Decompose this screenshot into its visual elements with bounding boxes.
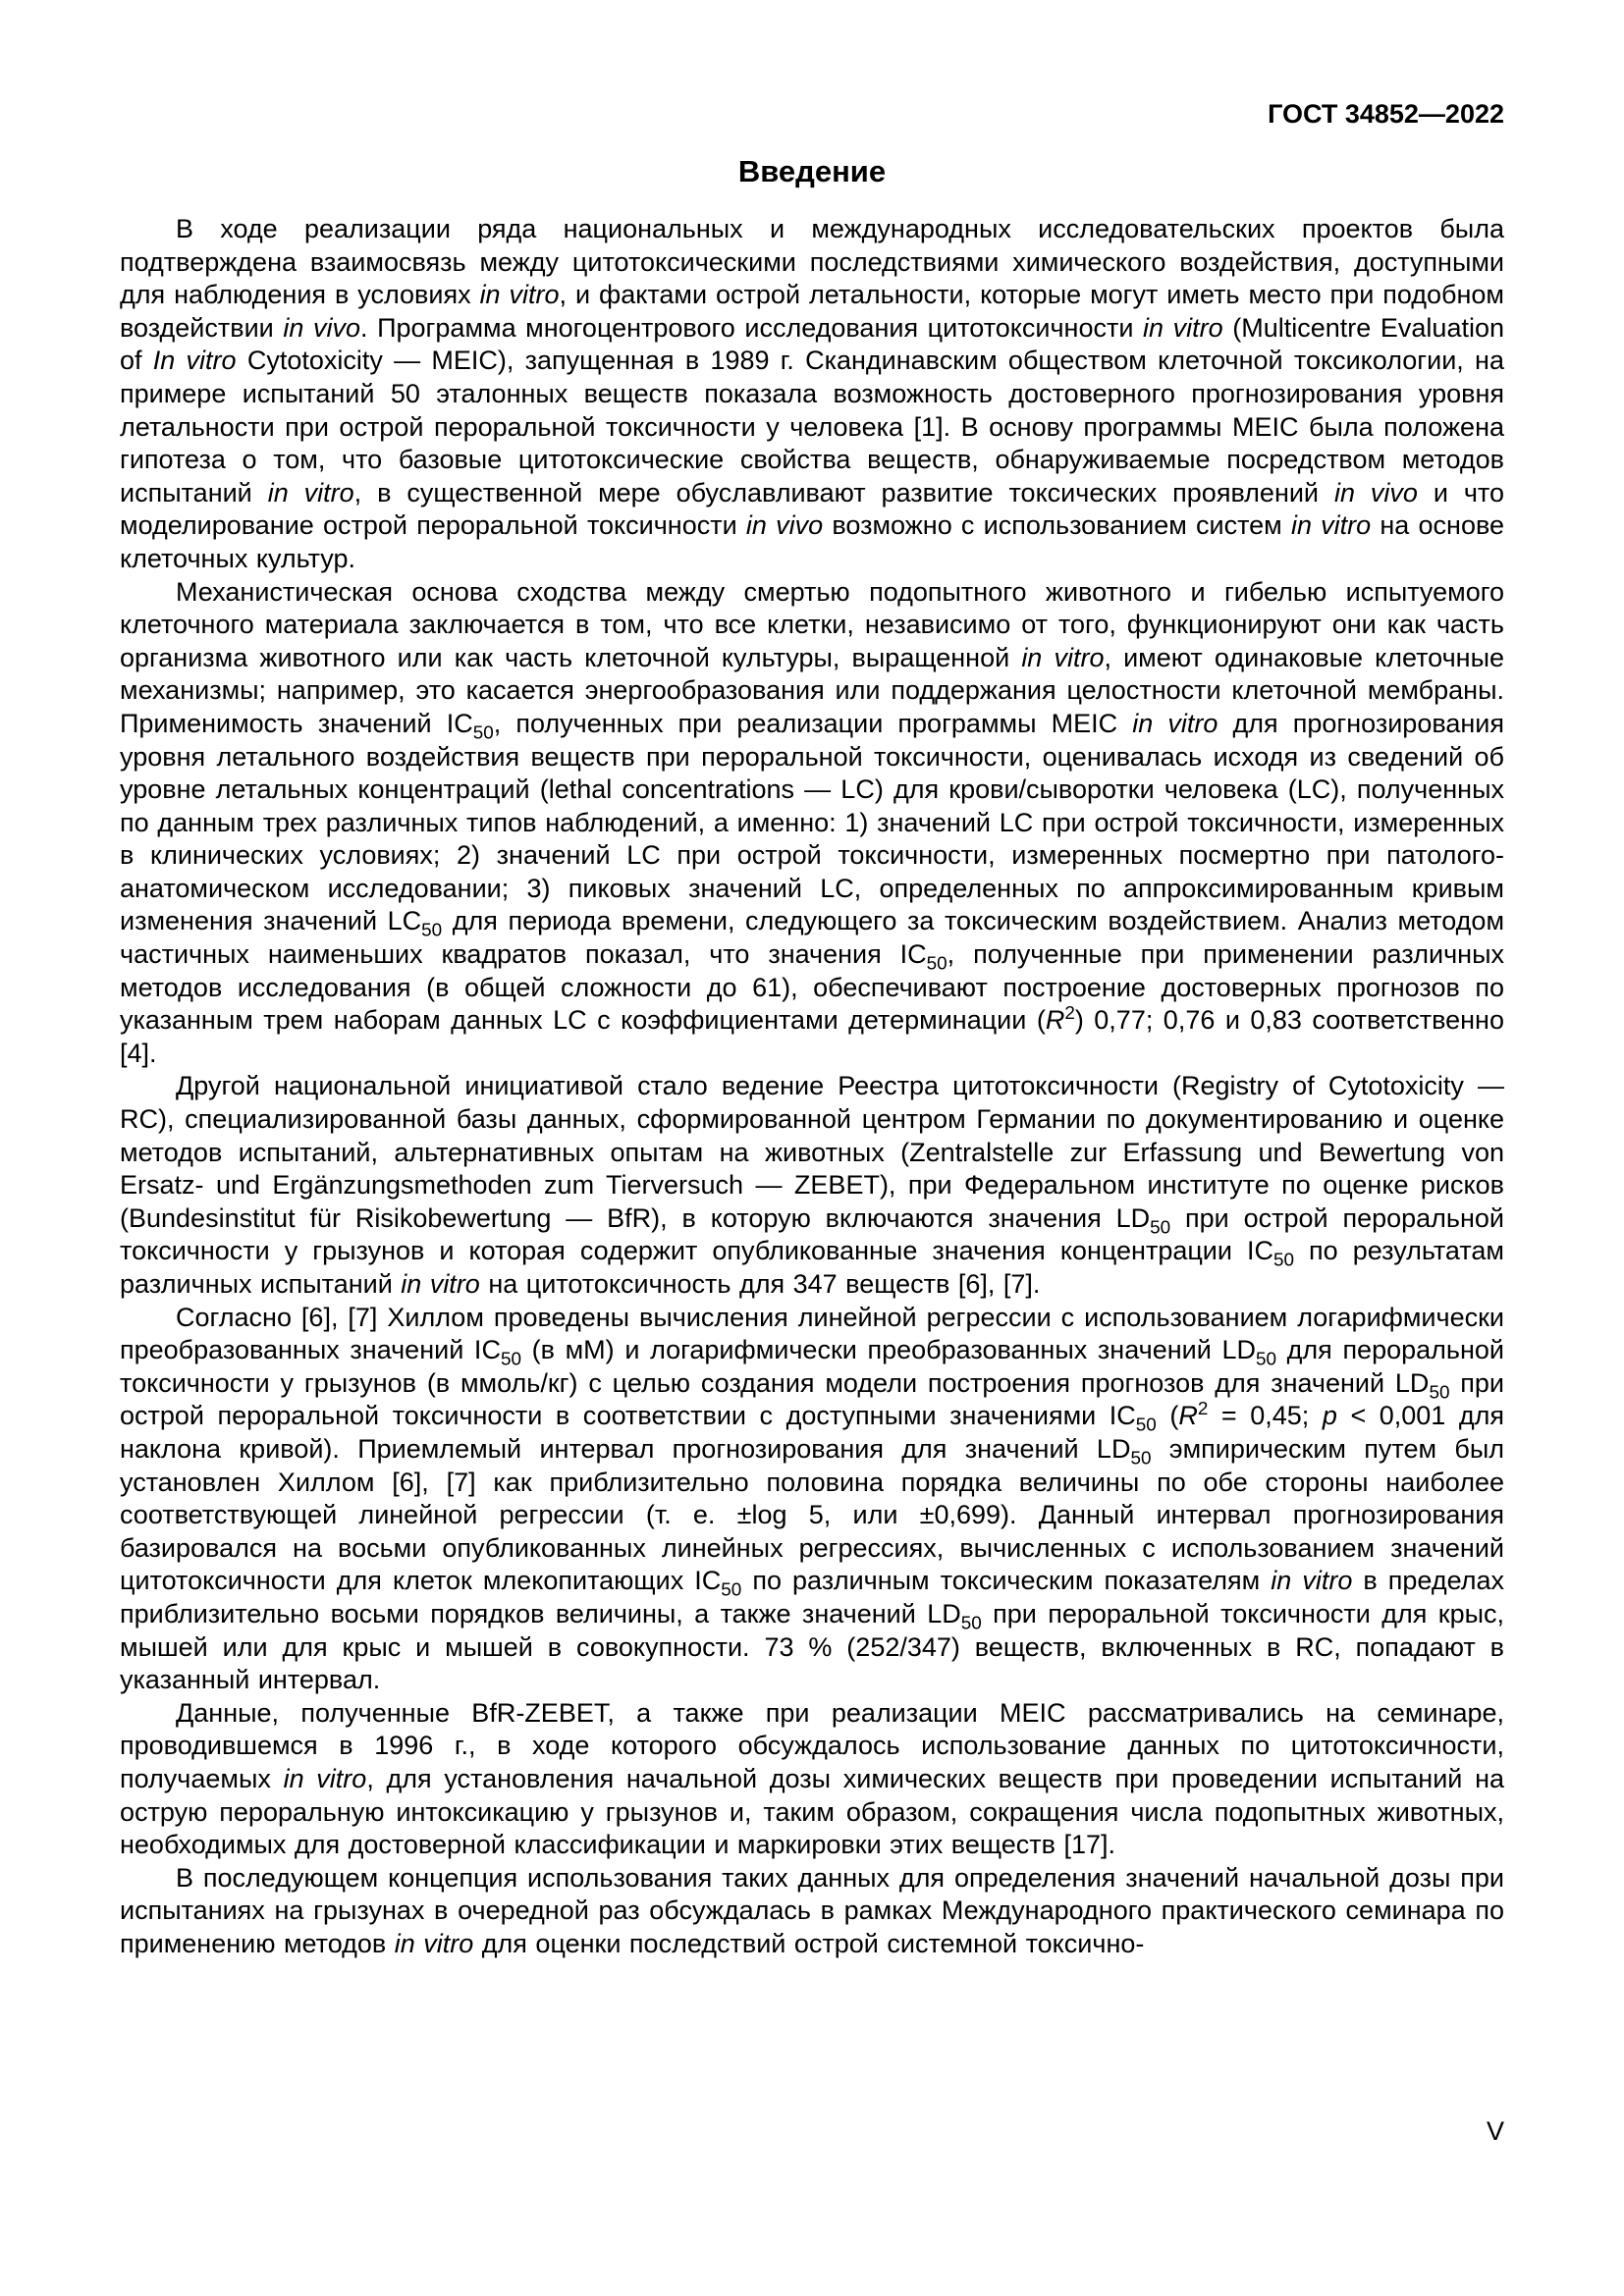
paragraph: В ходе реализации ряда национальных и международных исследовательских проектов была подтверждена взаимосвязь между цитотоксическими последствиями химического воздействия, доступными для наблюдения в условиях in vitro, и фактами острой летальности, которые могут иметь место при подобном воздействии in vivo. Программа многоцентрового исследования цитотоксичности in vitro (Multicentre Evaluation of In vitro Cytotoxicity — MEIC), запущенная в 1989 г. Скандинавским обществом клеточной токсикологии, на примере испытаний 50 эталонных веществ показала возможность достоверного прогнозирования уровня летальности при острой пероральной токсичности у человека [1]. В основу программы MEIC была положена гипотеза о том, что базовые цитотоксические свойства веществ, обнаруживаемые посредством методов испытаний in vitro, в существенной мере обуславливают развитие токсических проявлений in vivo и что моделирование острой пероральной токсичности in vivo возможно с использованием систем in vitro на основе клеточных культур. [120,214,1505,573]
paragraph: Механистическая основа сходства между смертью подопытного животного и гибелью испытуемого клеточного материала заключается в том, что все клетки, независимо от того, функционируют они как часть организма животного или как часть клеточной культуры, выращенной in vitro, имеют одинаковые клеточные механизмы; например, это касается энергообразования или поддержания целостности клеточной мембраны. Применимость значений $IC_{50}$, полученных при реализации программы MEIC in vitro для прогнозирования уровня летального воздействия веществ при пероральной токсичности, оценивалась исходя из сведений об уровне летальных концентраций (lethal concentrations — LC) для крови/сыворотки человека (LC), полученных по данным трех различных типов наблюдений, а именно: 1) значений LC при острой токсичности, измеренных в клинических условиях; 2) значений LC при острой токсичности, измеренных посмертно при патолого-анатомическом исследовании; 3) пиковых значений LC, определенных по аппроксимированным кривым изменения значений $LC_{50}$ для периода времени, следующего за токсическим воздействием. Анализ методом частичных наименьших квадратов показал, что значения $IC_{50}$, полученные при применении различных методов исследования (в общей сложности до 61), обеспечивают построение достоверных прогнозов по указанным трем наборам данных LC с коэффициентами детерминации $(R^2)$ 0,77; 0,76 и 0,83 соответственно [4]. [120,576,1505,1068]
page-footer [1487,2116,1504,2147]
paragraph: Другой национальной инициативой стало ведение Реестра цитотоксичности (Registry of Cytotoxicity — RC), специализированной базы данных, сформированной центром Германии по документированию и оценке методов испытаний, альтернативных опытам на животных (Zentralstelle zur Erfassung und Bewertung von Ersatz- und Ergänzungsmethoden zum Tierversuch — ZEBET), при Федеральном институте по оценке рисков (Bundesinstitut für Risikobewertung — BfR), в которую включаются значения $LD_{50}$ при острой пероральной токсичности у грызунов и которая содержит опубликованные значения концентрации $IC_{50}$ по результатам различных испытаний in vitro на цитотоксичность для 347 веществ [6], [7]. [120,1071,1504,1299]
paragraph: В последующем концепция использования таких данных для определения значений начальной дозы при испытаниях на грызунах в очередной раз обсуждалась в рамках Международного практического семинара по применению методов in vitro для оценки последствий острой системной токсично- [120,1862,1504,1958]
page-number: V [1486,2116,1504,2146]
paragraph: Согласно [6], [7] Хиллом проведены вычисления линейной регрессии с использованием логарифмически преобразованных значений $IC_{50}$ (в мМ) и логарифмически преобразованных значений $LD_{50}$ для пероральной токсичности у грызунов (в ммоль/кг) с целью создания модели построения прогнозов для значений $LD_{50}$ при острой пероральной токсичности в соответствии с доступными значениями $IC_{50}$ ($R^2 = 0,45$; p < 0,001 для наклона кривой). Приемлемый интервал прогнозирования для значений $LD_{50}$ эмпирическим путем был установлен Хиллом [6], [7] как приблизительно половина порядка величины по обе стороны наиболее соответствующей линейной регрессии (т. е. ±log 5, или ±0,699). Данный интервал прогнозирования базировался на восьми опубликованных линейных регрессиях, вычисленных с использованием значений цитотоксичности для клеток млекопитающих $IC_{50}$ по различным токсическим показателям in vitro в пределах приблизительно восьми порядков величины, а также значений $LD_{50}$ при пероральной токсичности для крыс, мышей или для крыс и мышей в совокупности. 73 % (252/347) веществ, включенных в RC, попадают в указанный интервал. [120,1302,1505,1695]
paragraphs-container [120,213,1504,1960]
document-header [120,98,1504,131]
section-title: Введение [737,154,887,188]
standard-number: ГОСТ 34852—2022 [1268,99,1504,129]
paragraph: Данные, полученные BfR-ZEBET, а также при реализации MEIC рассматривались на семинаре, проводившемся в 1996 г., в ходе которого обсуждалось использование данных по цитотоксичности, получаемых in vitro, для установления начальной дозы химических веществ при проведении испытаний на острую пероральную интоксикацию у грызунов и, таким образом, сокращения числа подопытных животных, необходимых для достоверной классификации и маркировки этих веществ [17]. [120,1697,1505,1860]
